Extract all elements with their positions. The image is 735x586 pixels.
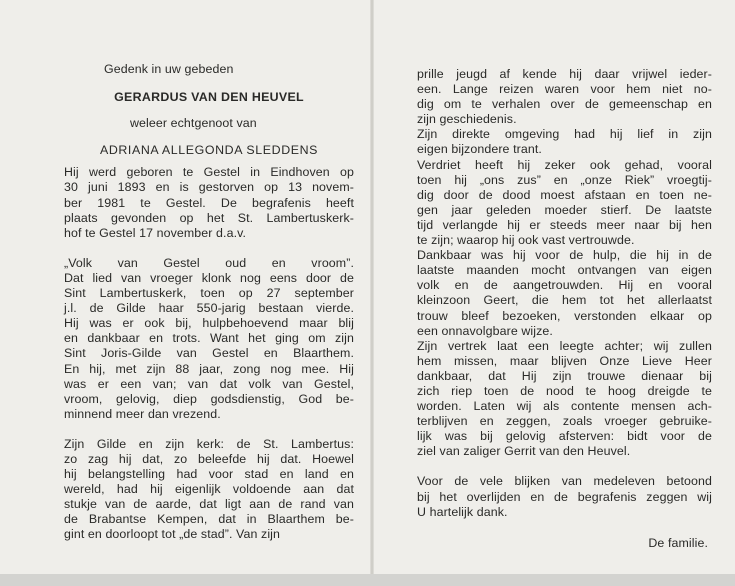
text-line: hem missen, maar blijven Onze Lieve Heer [417,353,712,368]
card-fold [370,0,374,586]
text-line: gint en doorloopt tot „de stad”. Van zijn [64,527,281,542]
text-line: Hij was er ook bij, hulpbehoevend maar blij [64,316,354,331]
text-line: een onnavolgbare wijze. [417,323,553,338]
text-line: kleinzoon Geert, die hem tot het allerlaatst [417,293,712,308]
text-line: en dankbaar en trots. Want het ging om zijn [64,331,354,346]
right-paragraph [417,127,712,157]
text-line: zijn geschiedenis. [417,112,517,127]
right-page [417,67,712,551]
text-line: En hij, met zijn 88 jaar, zong nog mee. Hij [64,361,354,376]
spouse-name: ADRIANA ALLEGONDA SLEDDENS [99,143,319,158]
text-line: j.l. de Gilde haar 550-jarig bestaan vierde. [64,301,354,316]
spouse-intro: weleer echtgenoot van [130,116,257,131]
text-line: de Brabantse Kempen, dat in Blaarthem be- [64,512,354,527]
text-line: Sint Joris-Gilde van Gestel en Blaarthem. [64,346,354,361]
signature: De familie. [648,535,708,550]
right-paragraph [417,67,712,127]
text-line: was er een van; van dat volk van Gestel, [64,376,354,391]
text-line: plaats gevonden op het St. Lambertuskerk- [64,210,354,225]
text-line: dig door de dood moest afstaan en toen ne- [417,187,712,202]
text-line: volk en de aangetrouwden. Hij en vooral [417,278,712,293]
text-line: lijk was bij gelovig afsterven: bidt voor de [417,429,712,444]
text-line: „Volk van Gestel oud en vroom”. [64,255,354,270]
text-line: tijd verlangde hij er steeds meer naar bij hen [417,217,712,232]
text-line: dankbaar, dat Hij zijn trouwe dienaar bij [417,368,712,383]
text-line: ziel van zaliger Gerrit van den Heuvel. [417,444,631,459]
text-line: Hij werd geboren te Gestel in Eindhoven op [64,165,354,180]
text-line: te zijn; waarop hij ook vast vertrouwde. [417,233,635,248]
text-line: Dat lied van vroeger klonk nog eens door de [64,270,354,285]
text-line: Verdriet heeft hij zeker ook gehad, vooral [417,157,712,172]
deceased-name: GERARDUS VAN DEN HEUVEL [114,90,304,105]
text-line: eigen bijzondere trant. [417,142,542,157]
text-line: terblijven en zeggen, zoals vroeger gebruike- [417,414,712,429]
text-line: trouw bleef bezoeken, verstonden elkaar op [417,308,712,323]
text-line: zich riep toen de nood te hoog dreigde te [417,383,712,398]
text-line: laatste maanden mocht ontvangen van eigen [417,263,712,278]
text-line: worden. Laten wij als contente mensen ach- [417,399,712,414]
left-paragraph [64,256,354,422]
text-line: gen jaar geleden moeder stierf. De laatste [417,202,712,217]
text-line: wereld, had hij eigenlijk voldoende aan dat [64,482,354,497]
right-paragraph [417,248,712,339]
intro-line: Gedenk in uw gebeden [104,62,234,76]
text-line: ber 1981 te Gestel. De begrafenis heeft [64,195,354,210]
text-line: U hartelijk dank. [417,504,508,519]
text-line: vroom, gelovig, diep godsdienstig, God be- [64,391,354,406]
text-line: 30 juni 1893 en is gestorven op 13 novem- [64,180,354,195]
text-line: Zijn vertrek laat een leegte achter; wij zullen [417,338,712,353]
text-line: bij het overlijden en de begrafenis zeggen wij [417,489,712,504]
text-line: Voor de vele blijken van medeleven betoond [417,474,712,489]
text-line: Dankbaar was hij voor de hulp, die hij in de [417,248,712,263]
text-line: hij belangstelling had voor stad en land en [64,467,354,482]
text-line: minnend meer dan vrezend. [64,406,221,421]
card-bottom-edge [0,574,735,586]
right-paragraph [417,474,712,519]
left-paragraph [64,165,354,240]
text-line: dig om te verhalen over de gemeenschap en [417,97,712,112]
text-line: toen hij „ons zus” en „onze Riek” vroegtij- [417,172,712,187]
text-line: een. Lange reizen waren voor hem niet no- [417,82,712,97]
text-line: prille jeugd af kende hij daar vrijwel ieder- [417,67,712,81]
text-line: hof te Gestel 17 november d.a.v. [64,225,247,240]
left-paragraph [64,437,354,543]
text-line: zo zag hij dat, zo beleefde hij dat. Hoewel [64,451,354,466]
left-page [64,62,354,543]
text-line: Zijn Gilde en zijn kerk: de St. Lambertus: [64,436,354,451]
text-line: stukje van de aarde, dat ligt aan de rand van [64,497,354,512]
left-text [64,165,354,542]
text-line: Zijn direkte omgeving had hij lief in zijn [417,127,712,142]
right-paragraph [417,339,712,460]
right-paragraph [417,158,712,249]
text-line: Sint Lambertuskerk, toen op 27 september [64,286,354,301]
right-text [417,67,712,520]
